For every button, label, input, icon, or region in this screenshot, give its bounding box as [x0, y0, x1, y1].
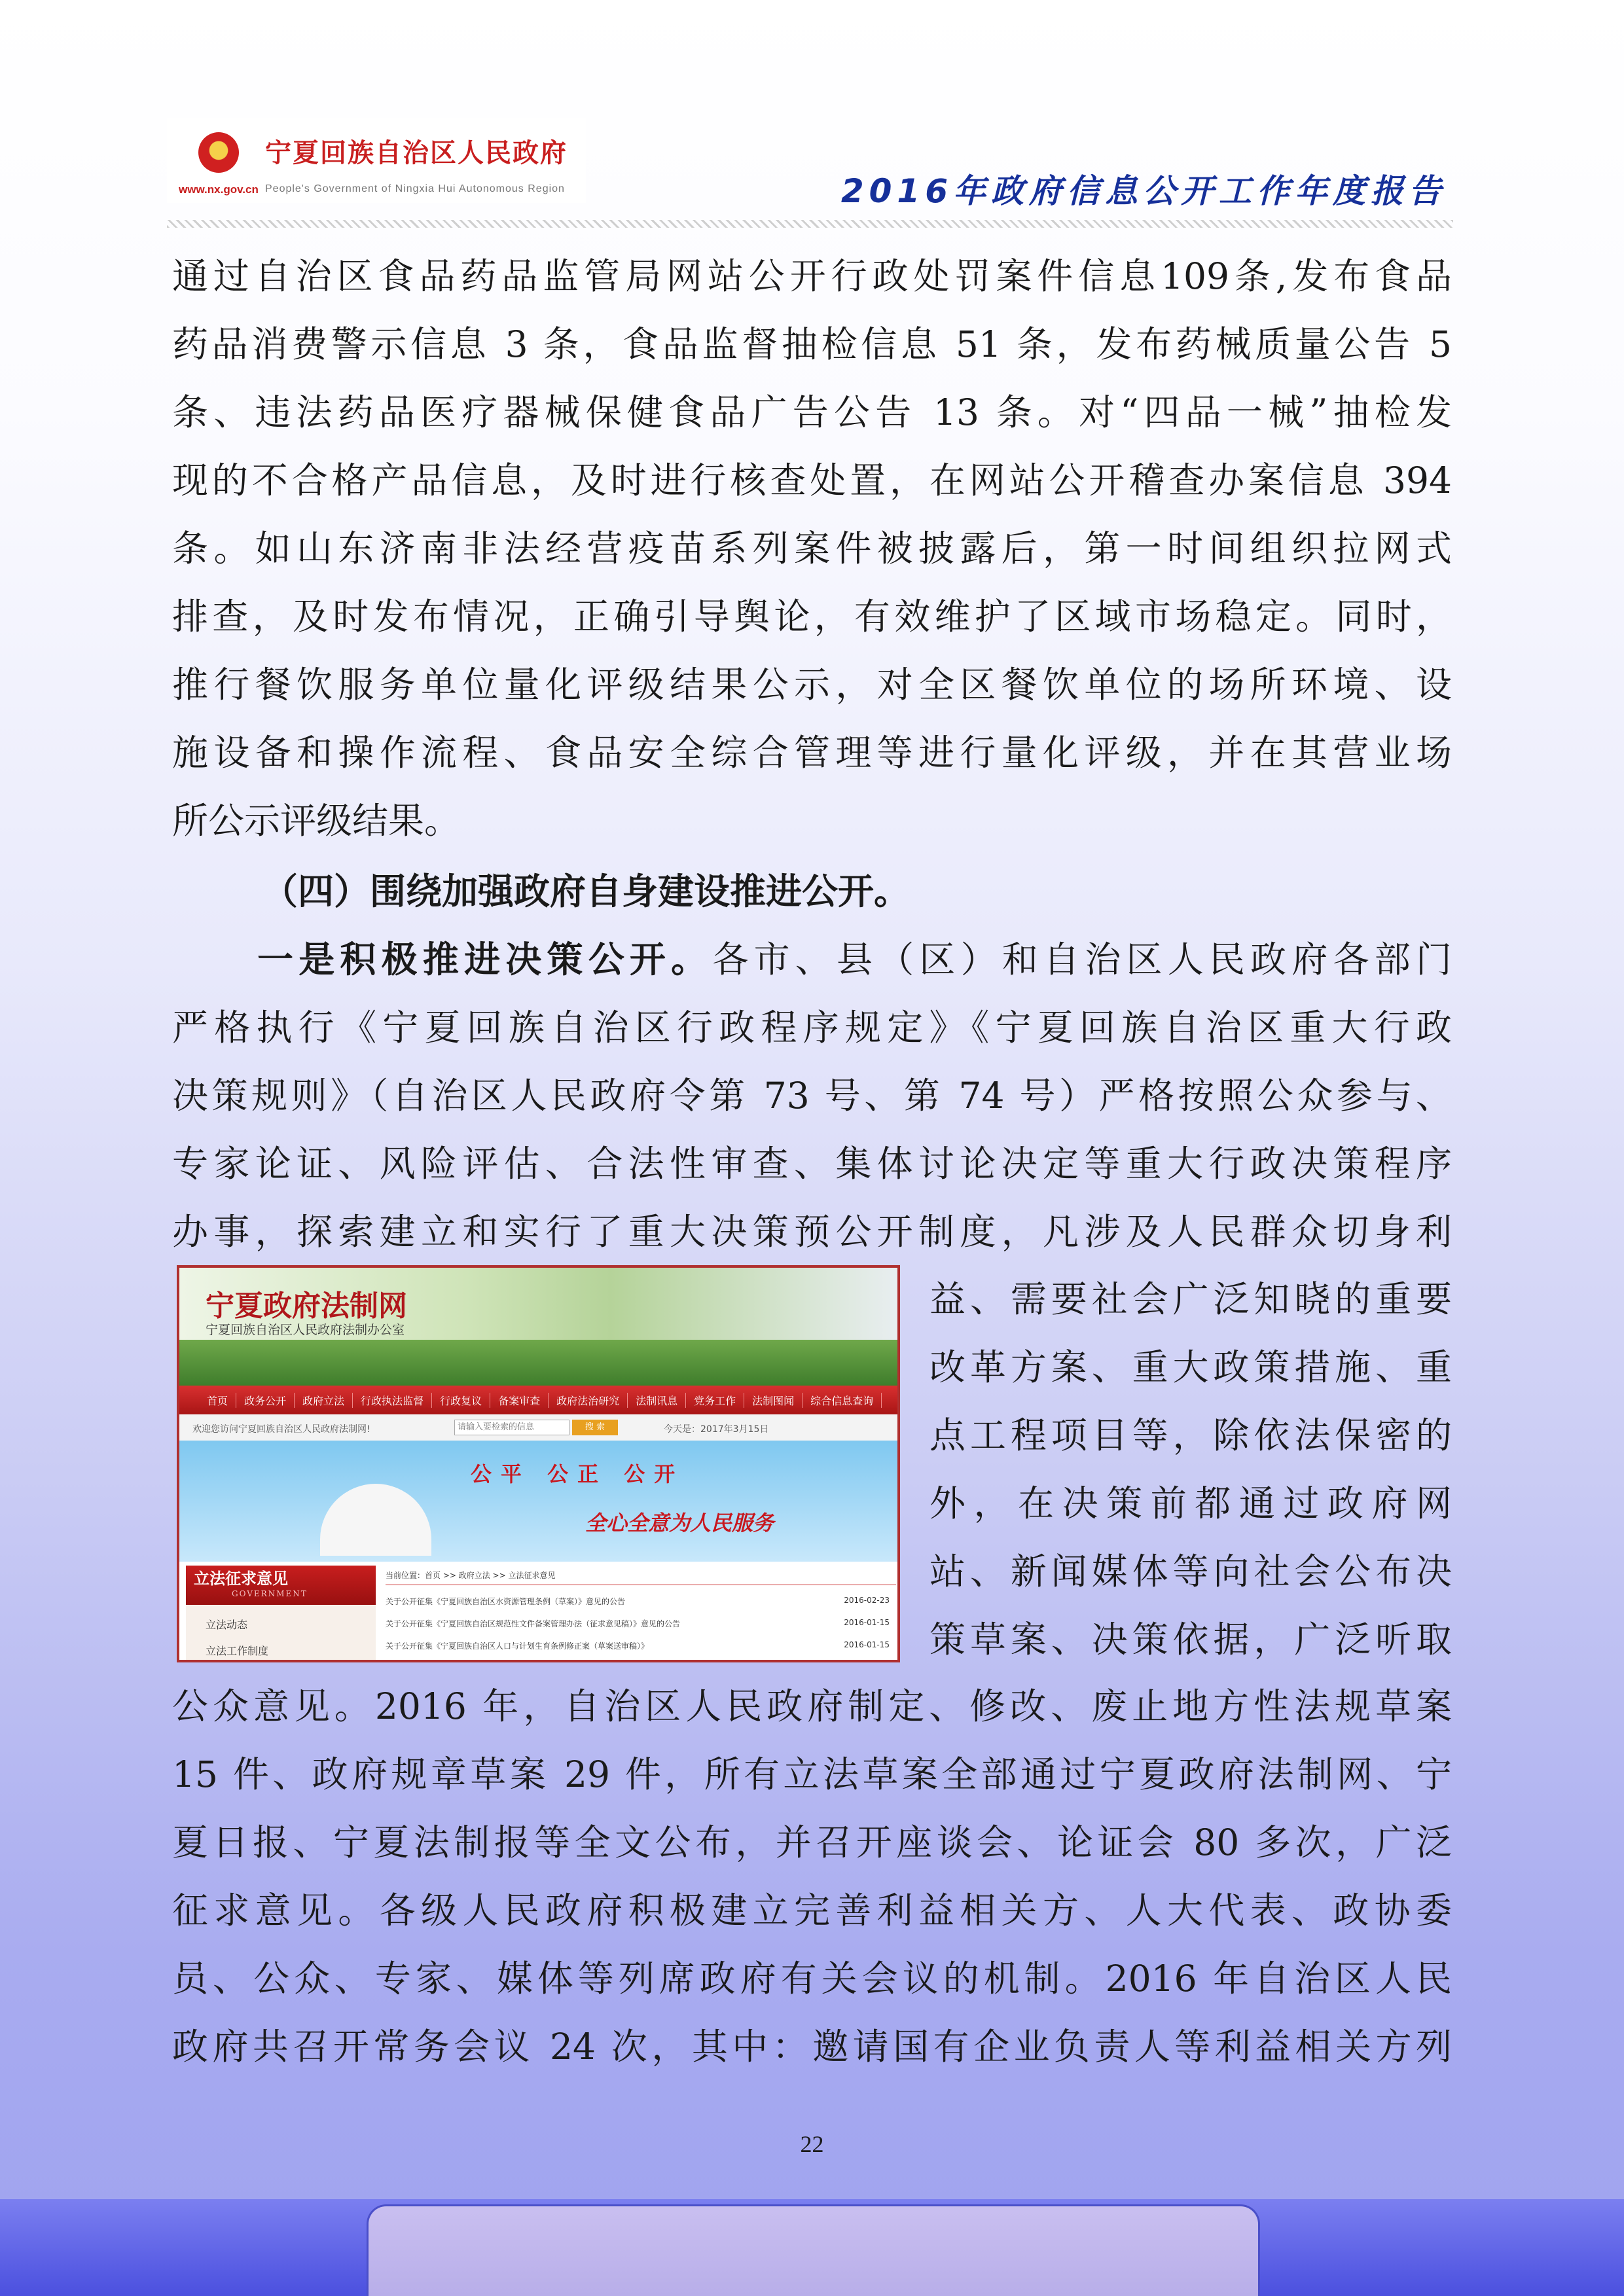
- site-subtitle: 宁夏回族自治区人民政府法制办公室: [206, 1323, 405, 1337]
- text-line: 政府共召开常务会议 24 次，其中：邀请国有企业负责人等利益相关方列: [172, 2026, 1452, 2068]
- paragraph-food-safety: [172, 242, 1452, 855]
- nav-item: 法制图闻: [744, 1393, 803, 1408]
- site-breadcrumb: 当前位置：首页 >> 政府立法 >> 立法征求意见: [386, 1570, 896, 1585]
- text-line: 推行餐饮服务单位量化评级结果公示，对全区餐饮单位的场所环境、设: [172, 664, 1452, 706]
- text-line: 改革方案、重大政策措施、重: [929, 1346, 1452, 1388]
- paragraph-public-opinion: [172, 1672, 1452, 2081]
- text-line: 药品消费警示信息 3 条，食品监督抽检信息 51 条，发布药械质量公告 5: [172, 323, 1452, 365]
- nav-item: 政务公开: [236, 1393, 295, 1408]
- text-line: 条、违法药品医疗器械保健食品广告公告 13 条。对“四品一械”抽检发: [172, 391, 1452, 433]
- notice-row: [386, 1640, 896, 1651]
- header-divider: [167, 220, 1453, 228]
- text-line: 策草案、决策依据，广泛听取: [929, 1619, 1452, 1660]
- nav-item: 法制讯息: [628, 1393, 686, 1408]
- section-heading: （四）围绕加强政府自身建设推进公开。: [262, 870, 911, 912]
- site-sidebar: [186, 1566, 376, 1662]
- logo-english-name: People's Government of Ningxia Hui Autonomous Region: [265, 183, 565, 194]
- notice-row: [386, 1618, 896, 1629]
- hero-slogan-secondary: 全心全意为人民服务: [585, 1511, 774, 1535]
- site-toolbar: [179, 1414, 897, 1441]
- nav-item: 政府立法: [295, 1393, 353, 1408]
- text-line: [172, 925, 1452, 994]
- paragraph-wrap-beside-figure: [929, 1265, 1452, 1674]
- text-line: 现的不合格产品信息，及时进行核查处置，在网站公开稽查办案信息 394: [172, 459, 1452, 501]
- notice-title: 关于公开征集《宁夏回族自治区人口与计划生育条例修正案（草案送审稿）》: [386, 1641, 649, 1651]
- logo-chinese-name: 宁夏回族自治区人民政府: [265, 138, 568, 168]
- lead-phrase: 一是积极推进决策公开。: [257, 938, 713, 980]
- text-line: 排查，及时发布情况，正确引导舆论，有效维护了区域市场稳定。同时，: [172, 596, 1452, 637]
- notice-row: [386, 1596, 896, 1607]
- government-logo: [167, 118, 586, 203]
- notice-date: 2016-02-23: [844, 1596, 890, 1605]
- website-screenshot-figure: [177, 1265, 900, 1662]
- text-line: 征求意见。各级人民政府积极建立完善利益相关方、人大代表、政协委: [172, 1890, 1452, 1931]
- hero-slogan: 公平 公正 公开: [471, 1462, 685, 1486]
- text-line: 夏日报、宁夏法制报等全文公布，并召开座谈会、论证会 80 多次，广泛: [172, 1821, 1452, 1863]
- text-line: 员、公众、专家、媒体等列席政府有关会议的机制。2016 年自治区人民: [172, 1958, 1452, 2000]
- site-notice-list: [386, 1566, 896, 1662]
- text-line: 点工程项目等，除依法保密的: [929, 1414, 1452, 1456]
- text-line: 所公示评级结果。: [172, 800, 461, 842]
- text-line: 公众意见。2016 年，自治区人民政府制定、修改、废止地方性法规草案: [172, 1685, 1452, 1727]
- notice-title: 关于公开征集《宁夏回族自治区规范性文件备案管理办法（征求意见稿）》意见的公告: [386, 1619, 681, 1628]
- text-line: 站、新闻媒体等向社会公布决: [929, 1551, 1452, 1592]
- sidebar-title: 立法征求意见: [186, 1566, 376, 1605]
- site-search-input: 请输入要检索的信息: [454, 1420, 569, 1435]
- nav-item: 行政复议: [432, 1393, 490, 1408]
- text-line: 通过自治区食品药品监管局网站公开行政处罚案件信息109条,发布食品: [172, 255, 1452, 297]
- text-line: 决策规则》（自治区人民政府令第 73 号、第 74 号）严格按照公众参与、: [172, 1075, 1452, 1117]
- nav-item: 首页: [199, 1393, 236, 1408]
- sidebar-item: 立法动态: [206, 1619, 248, 1631]
- nav-item: 综合信息查询: [803, 1393, 882, 1408]
- sidebar-subtitle: GOVERNMENT: [232, 1589, 308, 1598]
- sidebar-item: 立法工作制度: [206, 1645, 269, 1657]
- page-number: 22: [800, 2131, 824, 2157]
- nav-item: 行政执法监督: [353, 1393, 432, 1408]
- text-line: 严格执行《宁夏回族自治区行政程序规定》《宁夏回族自治区重大行政: [172, 1007, 1452, 1049]
- text-line: 施设备和操作流程、食品安全综合管理等进行量化评级，并在其营业场: [172, 732, 1452, 774]
- national-emblem-icon: [198, 132, 239, 173]
- nav-item: 备案审查: [490, 1393, 549, 1408]
- nav-item: 党务工作: [686, 1393, 744, 1408]
- page-header: [167, 118, 1453, 229]
- site-search-button: 搜 索: [572, 1420, 618, 1435]
- text-line: 外，在决策前都通过政府网: [929, 1482, 1452, 1524]
- footer-panel: [367, 2204, 1260, 2296]
- report-title: 2016年政府信息公开工作年度报告: [840, 172, 1447, 210]
- paragraph-decision-openness: [172, 925, 1452, 1266]
- text-line: 15 件、政府规章草案 29 件，所有立法草案全部通过宁夏政府法制网、宁: [172, 1753, 1452, 1795]
- site-date: 今天是：2017年3月15日: [664, 1424, 769, 1435]
- text-line: 专家论证、风险评估、合法性审查、集体讨论决定等重大行政决策程序: [172, 1143, 1452, 1185]
- welcome-text: 欢迎您访问宁夏回族自治区人民政府法制网!: [192, 1424, 370, 1435]
- banner-grass: [179, 1340, 897, 1386]
- lead-rest: 各市、县（区）和自治区人民政府各部门: [712, 939, 1452, 980]
- site-title: 宁夏政府法制网: [206, 1289, 407, 1323]
- text-line: 益、需要社会广泛知晓的重要: [929, 1278, 1452, 1320]
- text-line: 办事，探索建立和实行了重大决策预公开制度，凡涉及人民群众切身利: [172, 1211, 1452, 1253]
- notice-title: 关于公开征集《宁夏回族自治区水资源管理条例（草案）》意见的公告: [386, 1597, 626, 1606]
- notice-date: 2016-01-15: [844, 1618, 890, 1627]
- site-nav: [179, 1386, 897, 1414]
- text-line: 条。如山东济南非法经营疫苗系列案件被披露后，第一时间组织拉网式: [172, 528, 1452, 569]
- notice-date: 2016-01-15: [844, 1640, 890, 1649]
- nav-item: 政府法治研究: [549, 1393, 628, 1408]
- logo-url: www.nx.gov.cn: [179, 183, 259, 196]
